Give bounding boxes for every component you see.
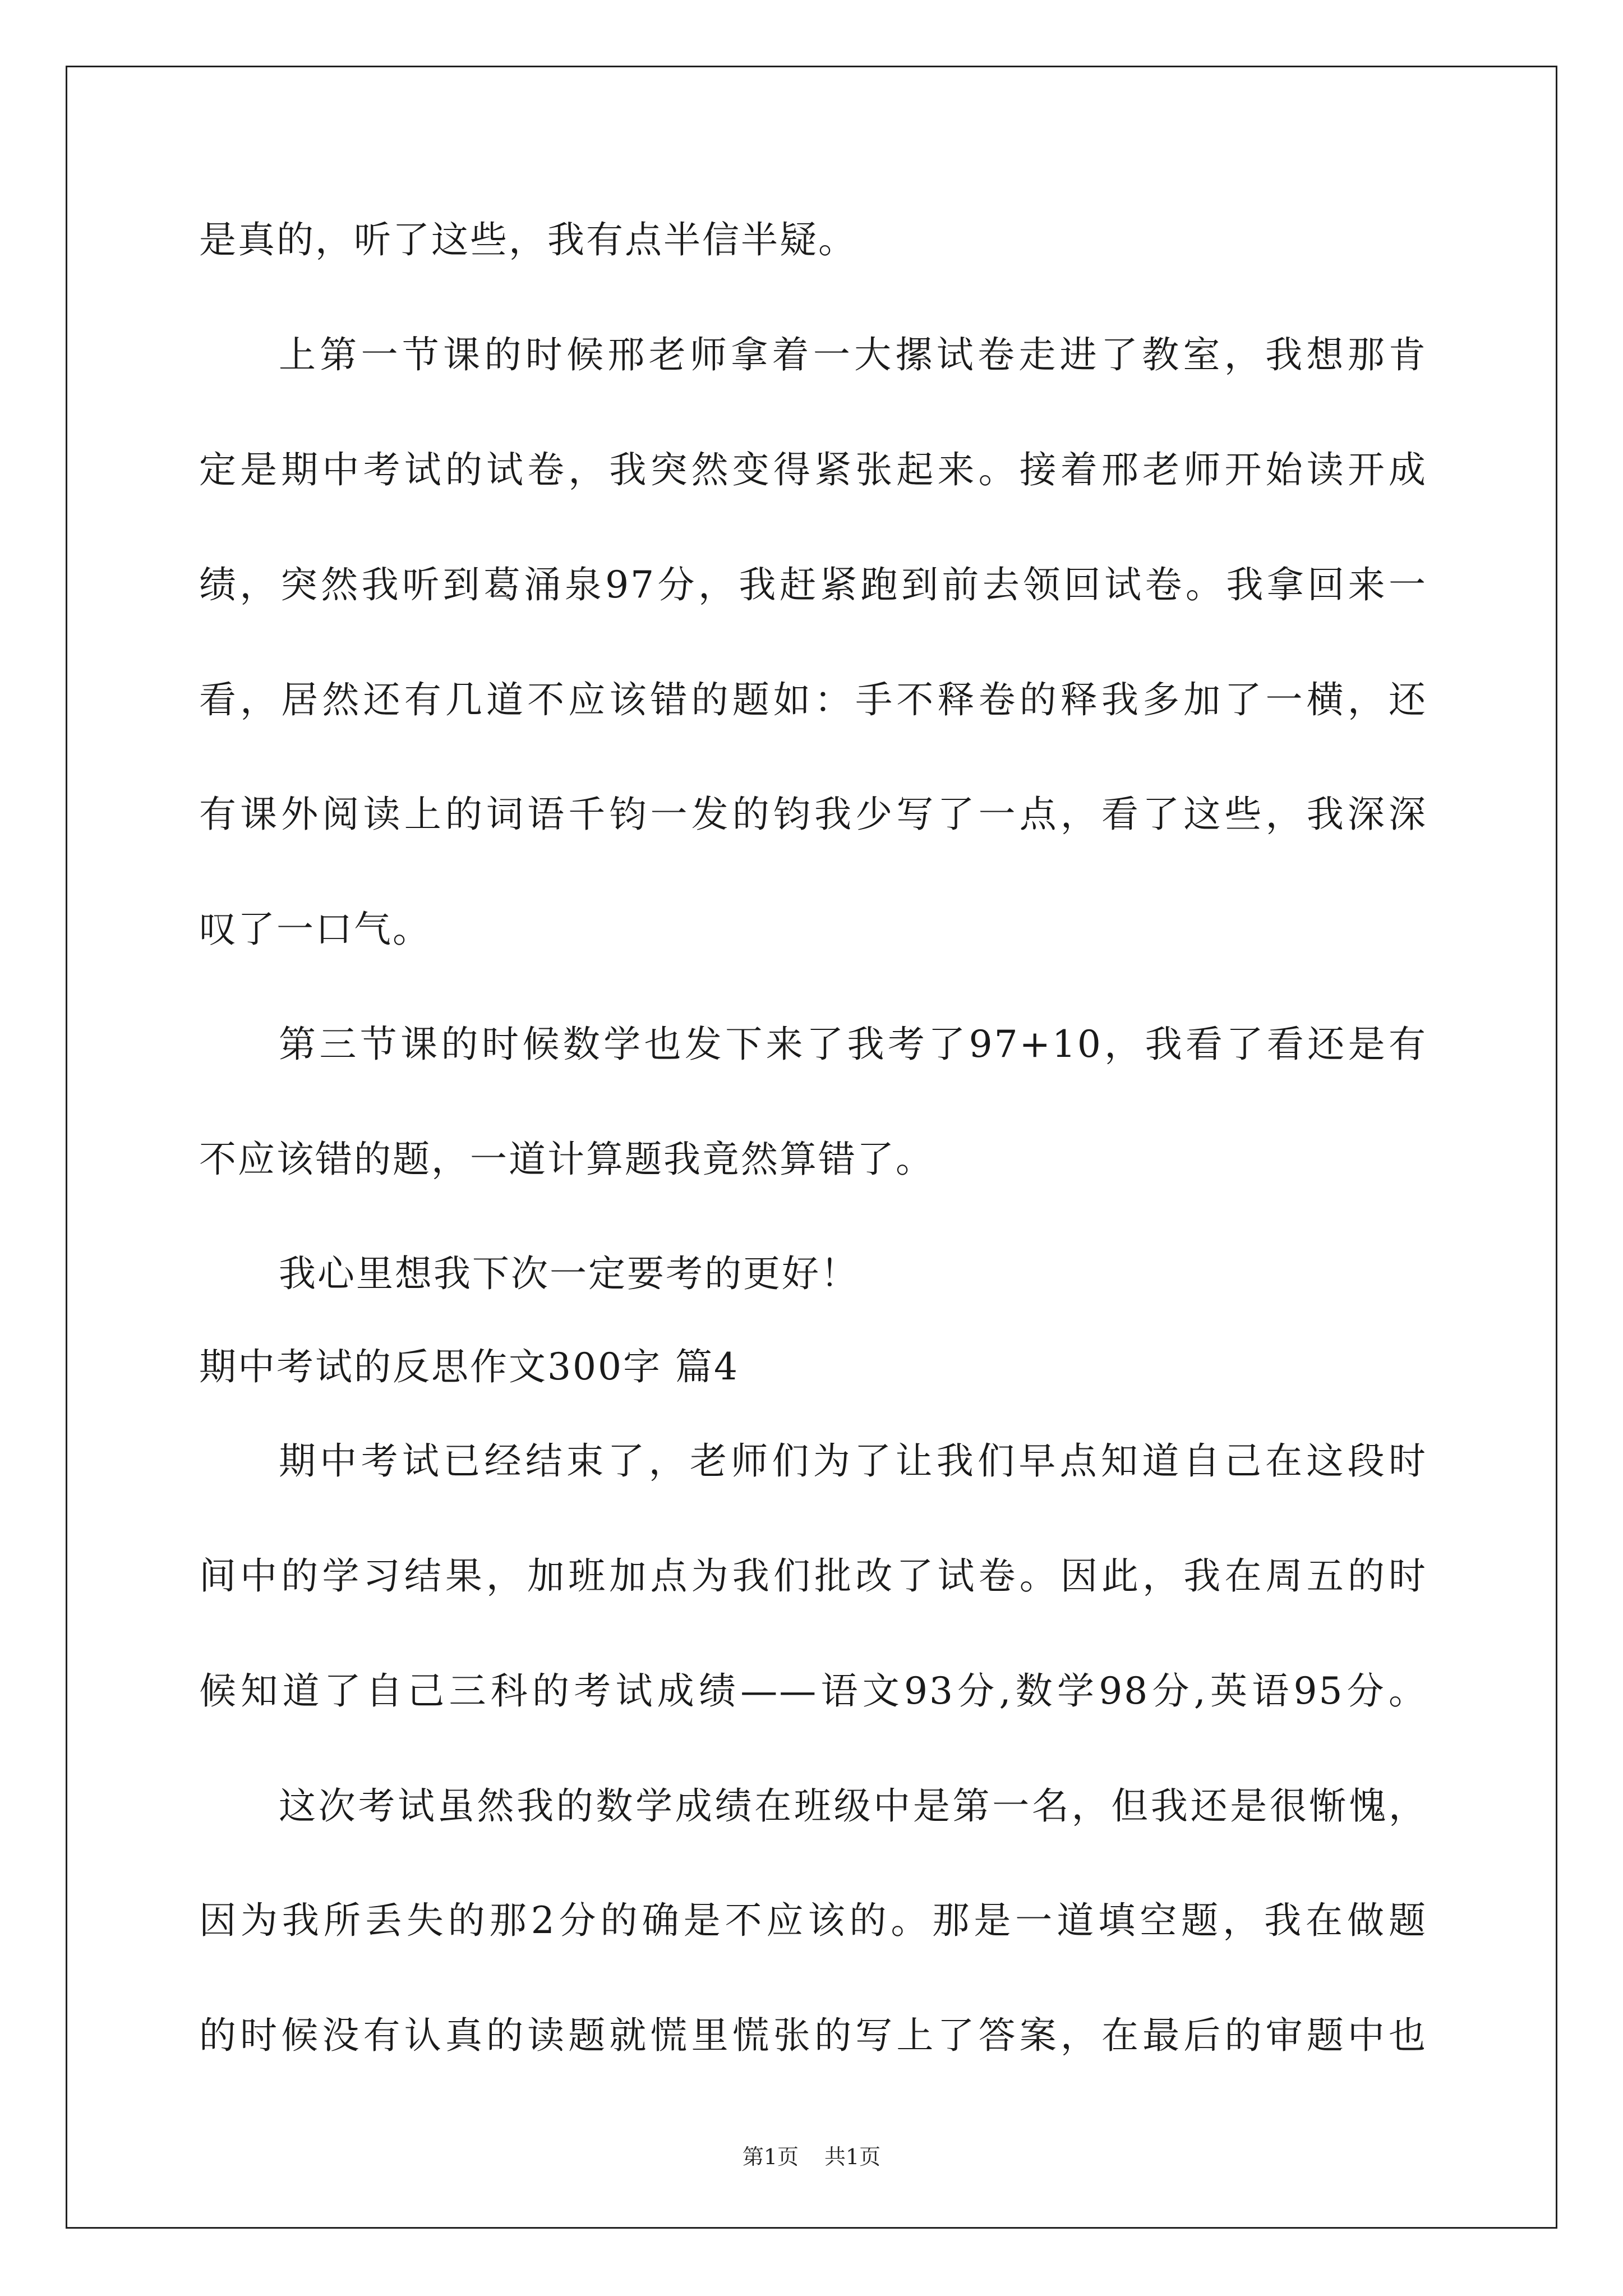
paragraph-line-12: 期中考试已经结束了，老师们为了让我们早点知道自己在这段时 [279,1439,1427,1483]
paragraph-line-4: 绩，突然我听到葛涌泉97分，我赶紧跑到前去领回试卷。我拿回来一 [199,563,1427,606]
page-number: 第1页 [742,2145,799,2169]
paragraph-line-9: 不应该错的题，一道计算题我竟然算错了。 [199,1138,934,1181]
page-footer [0,2143,1623,2171]
text-line-1: 是真的，听了这些，我有点半信半疑。 [199,218,857,261]
paragraph-line-5: 看，居然还有几道不应该错的题如：手不释卷的释我多加了一横，还 [199,678,1427,721]
section-heading: 期中考试的反思作文300字 篇4 [199,1345,739,1388]
paragraph-line-6: 有课外阅读上的词语千钧一发的钧我少写了一点，看了这些，我深深 [199,793,1427,836]
paragraph-line-10: 我心里想我下次一定要考的更好！ [279,1252,859,1295]
paragraph-line-7: 叹了一口气。 [199,908,431,951]
paragraph-line-3: 定是期中考试的试卷，我突然变得紧张起来。接着邢老师开始读开成 [199,448,1427,491]
paragraph-line-13: 间中的学习结果，加班加点为我们批改了试卷。因此，我在周五的时 [199,1554,1427,1598]
page-total: 共1页 [824,2145,881,2169]
paragraph-line-8: 第三节课的时候数学也发下来了我考了97+10，我看了看还是有 [279,1023,1427,1066]
paragraph-line-16: 因为我所丢失的那2分的确是不应该的。那是一道填空题，我在做题 [199,1899,1427,1942]
paragraph-line-2: 上第一节课的时候邢老师拿着一大摞试卷走进了教室，我想那肯 [279,333,1427,376]
paragraph-line-14: 候知道了自己三科的考试成绩——语文93分,数学98分,英语95分。 [199,1669,1427,1713]
paragraph-line-15: 这次考试虽然我的数学成绩在班级中是第一名，但我还是很惭愧， [279,1784,1427,1828]
paragraph-line-17: 的时候没有认真的读题就慌里慌张的写上了答案，在最后的审题中也 [199,2014,1427,2057]
